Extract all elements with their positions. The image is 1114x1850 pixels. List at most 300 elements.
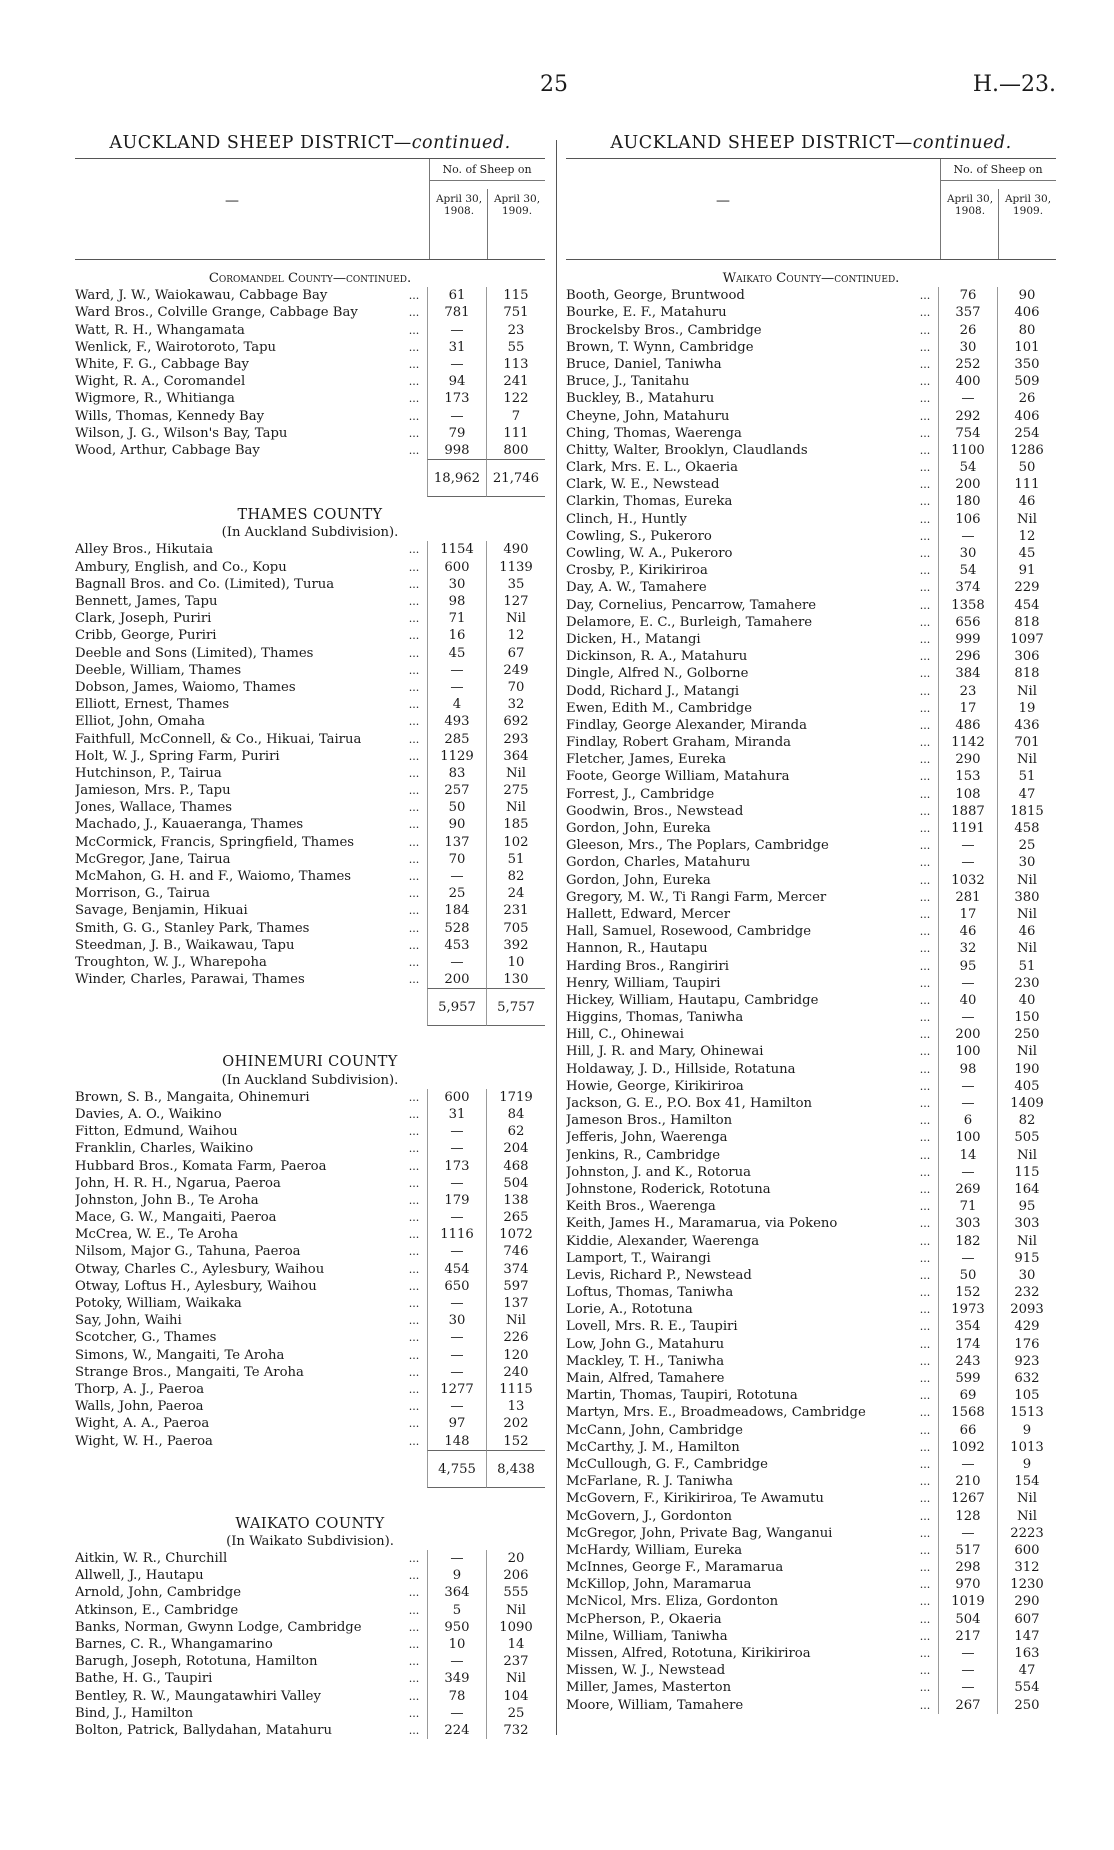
sheep-1908: 78: [427, 1688, 486, 1705]
sheep-1908: —: [427, 1347, 486, 1364]
sheep-1909: 380: [997, 889, 1056, 906]
table-row: [566, 425, 1056, 442]
sheep-1908: 137: [427, 834, 486, 851]
table-row: [75, 287, 545, 304]
leader-dots: ...: [919, 392, 931, 406]
table-row: [75, 954, 545, 971]
sheep-1908: 128: [938, 1508, 997, 1525]
table-row: [75, 1278, 545, 1295]
sheep-1908: 100: [938, 1129, 997, 1146]
table-row: [75, 1567, 545, 1584]
owner-name: Missen, W. J., Newstead: [566, 1663, 726, 1679]
sheep-1908: 252: [938, 356, 997, 373]
leader-dots: ...: [919, 1200, 931, 1214]
sheep-1909: 204: [486, 1140, 545, 1157]
owner-name: Gregory, M. W., Ti Rangi Farm, Mercer: [566, 889, 827, 905]
table-row: [75, 559, 545, 576]
sheep-1909: 202: [486, 1415, 545, 1432]
leader-dots: ...: [919, 787, 931, 801]
sheep-1909: 237: [486, 1653, 545, 1670]
sheep-1908: 1142: [938, 734, 997, 751]
table-row: [566, 1336, 1056, 1353]
leader-dots: ...: [919, 1286, 931, 1300]
owner-name: Jenkins, R., Cambridge: [566, 1147, 721, 1163]
leader-dots: ...: [408, 698, 420, 712]
sheep-1909: Nil: [997, 872, 1056, 889]
leader-dots: ...: [919, 340, 931, 354]
sheep-1908: 517: [938, 1542, 997, 1559]
leader-dots: ...: [408, 1434, 420, 1448]
owner-name: Findlay, Robert Graham, Miranda: [566, 735, 792, 751]
table-row: [566, 1112, 1056, 1129]
leader-dots: ...: [919, 822, 931, 836]
leader-dots: ...: [408, 426, 420, 440]
section-heading-thames: THAMES COUNTY: [237, 507, 383, 524]
sheep-1909: 9: [997, 1456, 1056, 1473]
sheep-1909: 45: [997, 545, 1056, 562]
sheep-1909: 241: [486, 373, 545, 390]
sheep-1908: 200: [938, 476, 997, 493]
owner-name: McCormick, Francis, Springfield, Thames: [75, 834, 355, 850]
leader-dots: ...: [408, 663, 420, 677]
leader-dots: ...: [408, 1331, 420, 1345]
table-row: [75, 920, 545, 937]
total-1908: 5,957: [427, 988, 486, 1026]
owner-name: Jones, Wallace, Thames: [75, 800, 233, 816]
owner-name: Wills, Thomas, Kennedy Bay: [75, 408, 265, 424]
leader-dots: ...: [408, 1672, 420, 1686]
sheep-1908: 69: [938, 1387, 997, 1404]
sheep-1908: —: [427, 1653, 486, 1670]
sheep-1909: 454: [997, 597, 1056, 614]
sheep-1909: 130: [486, 971, 545, 988]
table-row: [75, 1705, 545, 1722]
sheep-1908: 17: [938, 906, 997, 923]
sheep-1909: 115: [486, 287, 545, 304]
leader-dots: ...: [408, 852, 420, 866]
sheep-1909: 46: [997, 923, 1056, 940]
owner-name: Atkinson, E., Cambridge: [75, 1602, 239, 1618]
section-heading-ohinemuri: OHINEMURI COUNTY: [222, 1054, 398, 1071]
owner-name: Dicken, H., Matangi: [566, 631, 701, 647]
owner-name: Thorp, A. J., Paeroa: [75, 1381, 205, 1397]
table-row: [566, 528, 1056, 545]
leader-dots: ...: [408, 1348, 420, 1362]
table-row: [75, 1175, 545, 1192]
leader-dots: ...: [919, 959, 931, 973]
table-row: [566, 1284, 1056, 1301]
leader-dots: ...: [408, 1262, 420, 1276]
table-row: [75, 1140, 545, 1157]
sheep-1909: 1719: [486, 1089, 545, 1106]
leader-dots: ...: [919, 306, 931, 320]
sheep-1909: 1409: [997, 1095, 1056, 1112]
sheep-1908: 781: [427, 304, 486, 321]
owner-name: Aitkin, W. R., Churchill: [75, 1551, 228, 1567]
sheep-1909: 82: [486, 868, 545, 885]
leader-dots: ...: [919, 1045, 931, 1059]
owner-name: Keith, James H., Maramarua, via Pokeno: [566, 1216, 838, 1232]
header-dash: —: [225, 193, 239, 209]
owner-name: Ambury, English, and Co., Kopu: [75, 559, 287, 575]
sheep-1908: 400: [938, 373, 997, 390]
sheep-1908: —: [427, 1398, 486, 1415]
sheep-1909: 12: [486, 627, 545, 644]
owner-name: Clark, Joseph, Puriri: [75, 611, 212, 627]
leader-dots: ...: [919, 1062, 931, 1076]
owner-name: Arnold, John, Cambridge: [75, 1585, 242, 1601]
sheep-1909: 32: [486, 696, 545, 713]
sheep-1909: 232: [997, 1284, 1056, 1301]
sheep-1908: 184: [427, 902, 486, 919]
sheep-1909: 306: [997, 648, 1056, 665]
owner-name: Hutchinson, P., Tairua: [75, 765, 222, 781]
sheep-1908: 493: [427, 713, 486, 730]
table-row: [75, 1364, 545, 1381]
sheep-1908: 30: [427, 576, 486, 593]
owner-name: Ward, J. W., Waiokawau, Cabbage Bay: [75, 288, 328, 304]
table-row: [75, 1209, 545, 1226]
sheep-1909: 230: [997, 975, 1056, 992]
table-row: [566, 1095, 1056, 1112]
leader-dots: ...: [919, 1097, 931, 1111]
table-row: [75, 1226, 545, 1243]
left-table-header: [75, 158, 545, 260]
table-row: [566, 511, 1056, 528]
table-row: [75, 1381, 545, 1398]
sheep-1909: 7: [486, 408, 545, 425]
table-row: [75, 868, 545, 885]
sheep-1909: 240: [486, 1364, 545, 1381]
sheep-1909: 275: [486, 782, 545, 799]
table-row: [75, 1106, 545, 1123]
leader-dots: ...: [408, 749, 420, 763]
sheep-1908: 173: [427, 1158, 486, 1175]
leader-dots: ...: [919, 289, 931, 303]
sheep-1909: 9: [997, 1422, 1056, 1439]
table-row: [566, 493, 1056, 510]
sheep-1908: 71: [938, 1198, 997, 1215]
leader-dots: ...: [919, 1578, 931, 1592]
sheep-1909: 91: [997, 562, 1056, 579]
owner-name: Lamport, T., Wairangi: [566, 1250, 711, 1266]
sheep-count-header: No. of Sheep on: [940, 163, 1056, 181]
sheep-1909: 405: [997, 1078, 1056, 1095]
leader-dots: ...: [919, 736, 931, 750]
sheep-1908: —: [427, 356, 486, 373]
table-row: [75, 1089, 545, 1106]
sheep-1908: 210: [938, 1473, 997, 1490]
table-row: [75, 799, 545, 816]
year-1908-header: April 30, 1908.: [435, 193, 483, 217]
section-subheading-waikato: (In Waikato Subdivision).: [226, 1533, 394, 1549]
sheep-1909: 138: [486, 1192, 545, 1209]
table-row: [75, 816, 545, 833]
sheep-1908: 25: [427, 885, 486, 902]
sheep-1908: 1032: [938, 872, 997, 889]
owner-name: Moore, William, Tamahere: [566, 1697, 744, 1713]
sheep-1908: 303: [938, 1215, 997, 1232]
sheep-1909: 2223: [997, 1525, 1056, 1542]
sheep-1909: 505: [997, 1129, 1056, 1146]
sheep-1909: 1230: [997, 1576, 1056, 1593]
sheep-1909: 2093: [997, 1301, 1056, 1318]
section-heading-waikato-continued: Waikato County—continued.: [722, 271, 900, 286]
leader-dots: ...: [919, 529, 931, 543]
leader-dots: ...: [408, 870, 420, 884]
table-row: [75, 408, 545, 425]
sheep-1908: 45: [427, 645, 486, 662]
table-row: [75, 1550, 545, 1567]
sheep-1909: 82: [997, 1112, 1056, 1129]
owner-name: Davies, A. O., Waikino: [75, 1106, 222, 1122]
table-row: [566, 287, 1056, 304]
leader-dots: ...: [919, 976, 931, 990]
sheep-1908: 950: [427, 1619, 486, 1636]
table-row: [75, 902, 545, 919]
owner-name: Dobson, James, Waiomo, Thames: [75, 679, 296, 695]
sheep-1908: 5: [427, 1602, 486, 1619]
owner-name: Wight, R. A., Coromandel: [75, 374, 246, 390]
owner-name: Bagnall Bros. and Co. (Limited), Turua: [75, 576, 335, 592]
sheep-1909: 915: [997, 1250, 1056, 1267]
table-row: [75, 1722, 545, 1739]
table-row: [566, 1679, 1056, 1696]
sheep-1908: —: [427, 322, 486, 339]
leader-dots: ...: [408, 543, 420, 557]
leader-dots: ...: [919, 1320, 931, 1334]
leader-dots: ...: [408, 784, 420, 798]
thames-rows: [75, 541, 545, 988]
owner-name: Bruce, J., Tanitahu: [566, 374, 690, 390]
owner-name: Walls, John, Paeroa: [75, 1399, 204, 1415]
owner-name: McCrea, W. E., Te Aroha: [75, 1227, 239, 1243]
owner-name: Hill, J. R. and Mary, Ohinewai: [566, 1044, 764, 1060]
leader-dots: ...: [919, 547, 931, 561]
sheep-1909: 1513: [997, 1404, 1056, 1421]
sheep-1909: 185: [486, 816, 545, 833]
leader-dots: ...: [919, 409, 931, 423]
table-row: [566, 1525, 1056, 1542]
owner-name: McCullough, G. F., Cambridge: [566, 1456, 768, 1472]
table-row: [566, 562, 1056, 579]
table-row: [566, 339, 1056, 356]
sheep-1909: 137: [486, 1295, 545, 1312]
leader-dots: ...: [919, 1595, 931, 1609]
owner-name: Clark, Mrs. E. L., Okaeria: [566, 460, 739, 476]
leader-dots: ...: [408, 766, 420, 780]
sheep-1909: 265: [486, 1209, 545, 1226]
owner-name: Bentley, R. W., Maungatawhiri Valley: [75, 1688, 321, 1704]
leader-dots: ...: [919, 873, 931, 887]
owner-name: Alley Bros., Hikutaia: [75, 542, 214, 558]
table-row: [566, 1593, 1056, 1610]
table-row: [566, 1370, 1056, 1387]
sheep-1908: 4: [427, 696, 486, 713]
sheep-1908: 153: [938, 768, 997, 785]
sheep-1909: 80: [997, 322, 1056, 339]
sheep-1908: —: [938, 528, 997, 545]
leader-dots: ...: [919, 1011, 931, 1025]
owner-name: Dickinson, R. A., Matahuru: [566, 649, 748, 665]
sheep-1908: 31: [427, 339, 486, 356]
sheep-1909: 113: [486, 356, 545, 373]
sheep-1908: 269: [938, 1181, 997, 1198]
table-row: [566, 1181, 1056, 1198]
sheep-1909: 1815: [997, 803, 1056, 820]
sheep-1909: Nil: [997, 1490, 1056, 1507]
table-row: [566, 648, 1056, 665]
sheep-1909: 249: [486, 662, 545, 679]
owner-name: Hubbard Bros., Komata Farm, Paeroa: [75, 1158, 327, 1174]
sheep-1908: —: [938, 1250, 997, 1267]
sheep-1909: 818: [997, 665, 1056, 682]
leader-dots: ...: [408, 1400, 420, 1414]
leader-dots: ...: [919, 650, 931, 664]
sheep-1908: 349: [427, 1670, 486, 1687]
leader-dots: ...: [919, 907, 931, 921]
owner-name: Wenlick, F., Wairotoroto, Tapu: [75, 339, 277, 355]
sheep-1908: 98: [427, 593, 486, 610]
sheep-1909: 176: [997, 1336, 1056, 1353]
owner-name: Bolton, Patrick, Ballydahan, Matahuru: [75, 1722, 332, 1738]
table-row: [75, 627, 545, 644]
table-row: [75, 731, 545, 748]
sheep-1909: Nil: [997, 906, 1056, 923]
sheep-1908: —: [427, 868, 486, 885]
table-row: [566, 1129, 1056, 1146]
leader-dots: ...: [919, 1372, 931, 1386]
leader-dots: ...: [919, 581, 931, 595]
owner-name: Brown, T. Wynn, Cambridge: [566, 339, 754, 355]
sheep-1908: 298: [938, 1559, 997, 1576]
sheep-1909: 62: [486, 1123, 545, 1140]
leader-dots: ...: [919, 993, 931, 1007]
sheep-1908: —: [938, 1679, 997, 1696]
sheep-1909: Nil: [997, 1147, 1056, 1164]
section-subheading-thames: (In Auckland Subdivision).: [221, 525, 399, 541]
owner-name: Johnstone, Roderick, Rototuna: [566, 1181, 771, 1197]
leader-dots: ...: [408, 1125, 420, 1139]
sheep-1908: —: [938, 1662, 997, 1679]
sheep-1909: 504: [486, 1175, 545, 1192]
sheep-1909: 229: [997, 579, 1056, 596]
sheep-1909: 84: [486, 1106, 545, 1123]
owner-name: Nilsom, Major G., Tahuna, Paeroa: [75, 1244, 301, 1260]
sheep-1908: 26: [938, 322, 997, 339]
leader-dots: ...: [408, 1176, 420, 1190]
table-row: [75, 885, 545, 902]
document-reference: H.—23.: [972, 72, 1056, 97]
table-row: [566, 1215, 1056, 1232]
owner-name: McMahon, G. H. and F., Waiomo, Thames: [75, 869, 352, 885]
owner-name: Bathe, H. G., Taupiri: [75, 1671, 213, 1687]
total-1909: 8,438: [486, 1450, 545, 1488]
table-row: [566, 1147, 1056, 1164]
table-row: [566, 1353, 1056, 1370]
table-row: [75, 937, 545, 954]
sheep-1908: 83: [427, 765, 486, 782]
sheep-1908: 200: [938, 1026, 997, 1043]
owner-name: Higgins, Thomas, Taniwha: [566, 1010, 744, 1026]
table-row: [75, 1433, 545, 1450]
leader-dots: ...: [408, 1620, 420, 1634]
owner-name: Cribb, George, Puriri: [75, 628, 217, 644]
table-row: [75, 1398, 545, 1415]
leader-dots: ...: [408, 357, 420, 371]
owner-name: Dodd, Richard J., Matangi: [566, 683, 740, 699]
sheep-1908: 1973: [938, 1301, 997, 1318]
table-row: [75, 1295, 545, 1312]
waikato-rows: [75, 1550, 545, 1739]
sheep-1908: 174: [938, 1336, 997, 1353]
owner-name: Foote, George William, Matahura: [566, 769, 790, 785]
sheep-1909: 818: [997, 614, 1056, 631]
owner-name: Buckley, B., Matahuru: [566, 391, 715, 407]
sheep-1908: 754: [938, 425, 997, 442]
sheep-1909: 30: [997, 1267, 1056, 1284]
owner-name: Forrest, J., Cambridge: [566, 786, 715, 802]
leader-dots: ...: [408, 732, 420, 746]
owner-name: Gordon, John, Eureka: [566, 872, 711, 888]
owner-name: McHardy, William, Eureka: [566, 1542, 743, 1558]
sheep-1908: 486: [938, 717, 997, 734]
sheep-1908: 106: [938, 511, 997, 528]
year-1909-header: April 30, 1909.: [1004, 193, 1052, 217]
sheep-1908: 599: [938, 1370, 997, 1387]
sheep-1908: 50: [938, 1267, 997, 1284]
sheep-1909: 55: [486, 339, 545, 356]
owner-name: Clark, W. E., Newstead: [566, 477, 720, 493]
sheep-1908: —: [938, 1645, 997, 1662]
sheep-1909: 51: [486, 851, 545, 868]
table-row: [566, 820, 1056, 837]
owner-name: McPherson, P., Okaeria: [566, 1611, 722, 1627]
right-column-title: AUCKLAND SHEEP DISTRICT—continued.: [610, 133, 1012, 153]
total-1908: 4,755: [427, 1450, 486, 1488]
sheep-1908: 76: [938, 287, 997, 304]
table-row: [566, 734, 1056, 751]
table-row: [566, 1078, 1056, 1095]
leader-dots: ...: [919, 1509, 931, 1523]
leader-dots: ...: [408, 835, 420, 849]
sheep-1908: —: [427, 1175, 486, 1192]
sheep-1909: 597: [486, 1278, 545, 1295]
owner-name: Banks, Norman, Gwynn Lodge, Cambridge: [75, 1619, 362, 1635]
sheep-1908: 1019: [938, 1593, 997, 1610]
sheep-1908: —: [427, 1705, 486, 1722]
sheep-1909: 600: [997, 1542, 1056, 1559]
leader-dots: ...: [919, 1664, 931, 1678]
sheep-1909: 436: [997, 717, 1056, 734]
owner-name: McKillop, John, Maramarua: [566, 1577, 752, 1593]
owner-name: Holdaway, J. D., Hillside, Rotatuna: [566, 1061, 796, 1077]
table-row: [566, 545, 1056, 562]
sheep-1908: 10: [427, 1636, 486, 1653]
page-number: 25: [540, 72, 568, 97]
leader-dots: ...: [408, 1279, 420, 1293]
sheep-1908: 374: [938, 579, 997, 596]
owner-name: Barnes, C. R., Whangamarino: [75, 1637, 273, 1653]
leader-dots: ...: [408, 955, 420, 969]
owner-name: Martin, Thomas, Taupiri, Rototuna: [566, 1388, 798, 1404]
sheep-1908: —: [938, 390, 997, 407]
sheep-1908: 292: [938, 408, 997, 425]
leader-dots: ...: [408, 1706, 420, 1720]
table-row: [75, 1261, 545, 1278]
sheep-1909: Nil: [997, 683, 1056, 700]
table-row: [75, 373, 545, 390]
